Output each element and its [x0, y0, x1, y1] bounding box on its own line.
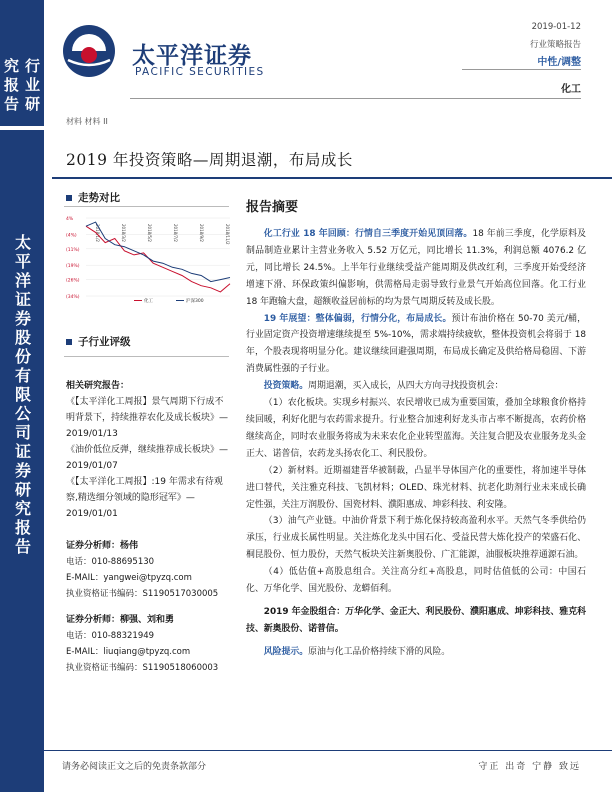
related-item[interactable]: 《油价低位反弹，继续推荐成长板块》—2019/01/07 — [66, 445, 229, 471]
series-line-2 — [86, 222, 230, 282]
analyst-block-2 — [66, 612, 236, 676]
analyst-cert: 执业资格证书编码：S1190518060003 — [66, 663, 219, 673]
strategy-item-oilgas: （3）油气产业链。中油价背景下利于炼化保持较高盈利水平。天然气冬季供给仍承压，行业成长属性明显。关注炼化龙头中国石化、受益民营大炼化投产的荣盛石化、桐昆股份、恒力股份，天然气板块关注新奥股份、广汇能源，油服板块推荐通源石油。 — [246, 516, 586, 561]
header-rule — [462, 69, 581, 70]
sub-rating-heading: 子行业评级 — [66, 334, 131, 349]
sidebar-bottom-text: 太平洋证券股份有限公司证券研究报告 — [12, 234, 32, 557]
y-tick-label: 4% — [66, 217, 74, 222]
motto: 守正 出奇 宁静 致远 — [478, 762, 581, 772]
paragraph-strategy: 投资策略。周期退潮，买入成长，从四大方向寻找投资机会： — [263, 381, 504, 392]
analyst-email[interactable]: E-MAIL：liuqiang@tpyzq.com — [66, 647, 191, 657]
y-tick-label: (11%) — [66, 247, 80, 253]
strategy-item-dividend: （4）低估值+高股息组合。关注高分红+高股息，同时估值低的公司：中国石化、万华化学、国光股份、龙蟒佰利。 — [246, 567, 586, 595]
y-tick-label: (19%) — [66, 264, 80, 270]
header-rule-2 — [130, 98, 581, 99]
golden-stock-combo: 2019 年金股组合：万华化学、金正大、利民股份、濮阳惠成、坤彩科技、雅克科技、新奥股份、诺普信。 — [246, 606, 586, 634]
sidebar-top — [0, 0, 44, 126]
legend-label: 化工 — [144, 299, 153, 304]
x-tick-label: 2018/11/2 — [225, 224, 230, 245]
industry-label: 化工 — [561, 84, 581, 95]
x-tick-label: 2018/1/2 — [95, 224, 100, 242]
square-bullet-icon — [66, 195, 72, 201]
analyst-name: 证券分析师：柳强、刘和勇 — [66, 615, 175, 625]
analyst-name: 证券分析师：杨伟 — [66, 541, 139, 551]
series-line-1 — [86, 226, 230, 292]
analyst-phone: 电话：010-88695130 — [66, 557, 155, 567]
square-bullet-icon — [66, 339, 72, 345]
analyst-email[interactable]: E-MAIL：yangwei@tpyzq.com — [66, 573, 192, 583]
x-tick-label: 2018/7/2 — [173, 224, 178, 242]
paragraph-review: 化工行业 18 年回顾：行情自三季度开始见顶回落。18 年前三季度，化学原料及制品制造业累计主营业务收入 5.52 万亿元，同比增长 11.3%，利润总额 4076.2 亿元，同比增长 24.5%。上半年行业继续受益产能周期及供改红利，三季度开始受经济增速下滑、环保政策纠偏影响，供需格局走弱导致行业景气开始高位回落。化工行业 18 年跑输大盘，超额收益居前标的均为景气周期反转及成长股。 — [246, 229, 586, 307]
related-item[interactable]: 《【太平洋化工周报】景气周期下行成不明背景下，持续推荐农化及成长板块》—2019/01/13 — [66, 397, 229, 439]
paragraph-outlook: 19 年展望：整体偏弱，行情分化，布局成长。预计布油价格在 50-70 美元/桶，行业固定资产投资增速继续提至 5%-10%，需求端持续疲软，整体投资机会将弱于 18 年，个股表现将明显分化。建议继续回避强周期，布局成长确定及供给格局稳固、下游消费属性强的子行业。 — [246, 313, 586, 375]
x-tick-label: 2018/3/2 — [121, 224, 126, 242]
page-title: 2019 年投资策略—周期退潮，布局成长 — [66, 151, 353, 169]
title-rule — [52, 177, 612, 179]
y-tick-label: (4%) — [66, 233, 77, 239]
y-tick-label: (34%) — [66, 295, 80, 300]
y-tick-label: (26%) — [66, 278, 80, 284]
analyst-cert: 执业资格证书编码：S1190517030005 — [66, 589, 219, 599]
risk-note: 风险提示。原油与化工品价格持续下滑的风险。 — [263, 646, 451, 657]
brand-name-cn: 太平洋证券 — [132, 43, 252, 69]
analyst-phone: 电话：010-88321949 — [66, 631, 155, 641]
x-tick-label: 2018/5/2 — [147, 224, 152, 242]
strategy-item-agro: （1）农化板块。实现乡村振兴、农民增收已成为重要国策，叠加全球粮食价格持续回暖，利好化肥与农药需求提升。行业整合加速利好龙头市占率不断提高，农药价格继续高企，同时农业服务将成为未来农化企业转型蓝海。关注复合肥及农业服务龙头金正大、诺普信，农药龙头扬农化工、利民股份。 — [246, 398, 586, 459]
trend-heading: 走势对比 — [66, 190, 120, 205]
rating-badge: 中性/调整 — [537, 57, 581, 68]
footer-rule — [0, 750, 612, 751]
x-tick-label: 2018/9/2 — [199, 224, 204, 242]
sidebar-bottom — [0, 234, 44, 714]
related-item[interactable]: 《【太平洋化工周报】:19 年需求有待观察,精选细分领域的隐形冠军》—2019/01/01 — [66, 477, 223, 519]
trend-rule — [64, 206, 229, 207]
sidebar-divider — [0, 126, 44, 130]
analyst-block-1 — [66, 538, 236, 602]
abstract-heading: 报告摘要 — [246, 200, 299, 215]
related-reports — [66, 378, 228, 522]
abstract-body — [246, 226, 586, 661]
sub-rating-rule — [64, 356, 229, 357]
report-type: 行业策略报告 — [529, 40, 581, 50]
sidebar-top-text: 行业研究报告 — [2, 58, 41, 115]
logo-icon — [62, 24, 116, 78]
category-path: 材料 材料 II — [66, 117, 108, 126]
legend-label: 沪深300 — [186, 299, 204, 304]
related-label: 相关研究报告： — [66, 381, 130, 391]
disclaimer-note: 请务必阅读正文之后的免责条款部分 — [62, 762, 207, 772]
strategy-item-materials: （2）新材料。近期福建晋华被制裁，凸显半导体国产化的重要性，将加速半导体进口替代，关注雅克科技、飞凯材料；OLED、珠光材料、抗老化助剂行业未来成长确定性强，关注万润股份、国瓷材料、濮阳惠成、坤彩科技、利安隆。 — [246, 465, 586, 510]
report-date: 2019-01-12 — [531, 22, 581, 32]
brand-name-en: PACIFIC SECURITIES — [135, 66, 265, 78]
trend-chart — [64, 210, 234, 306]
